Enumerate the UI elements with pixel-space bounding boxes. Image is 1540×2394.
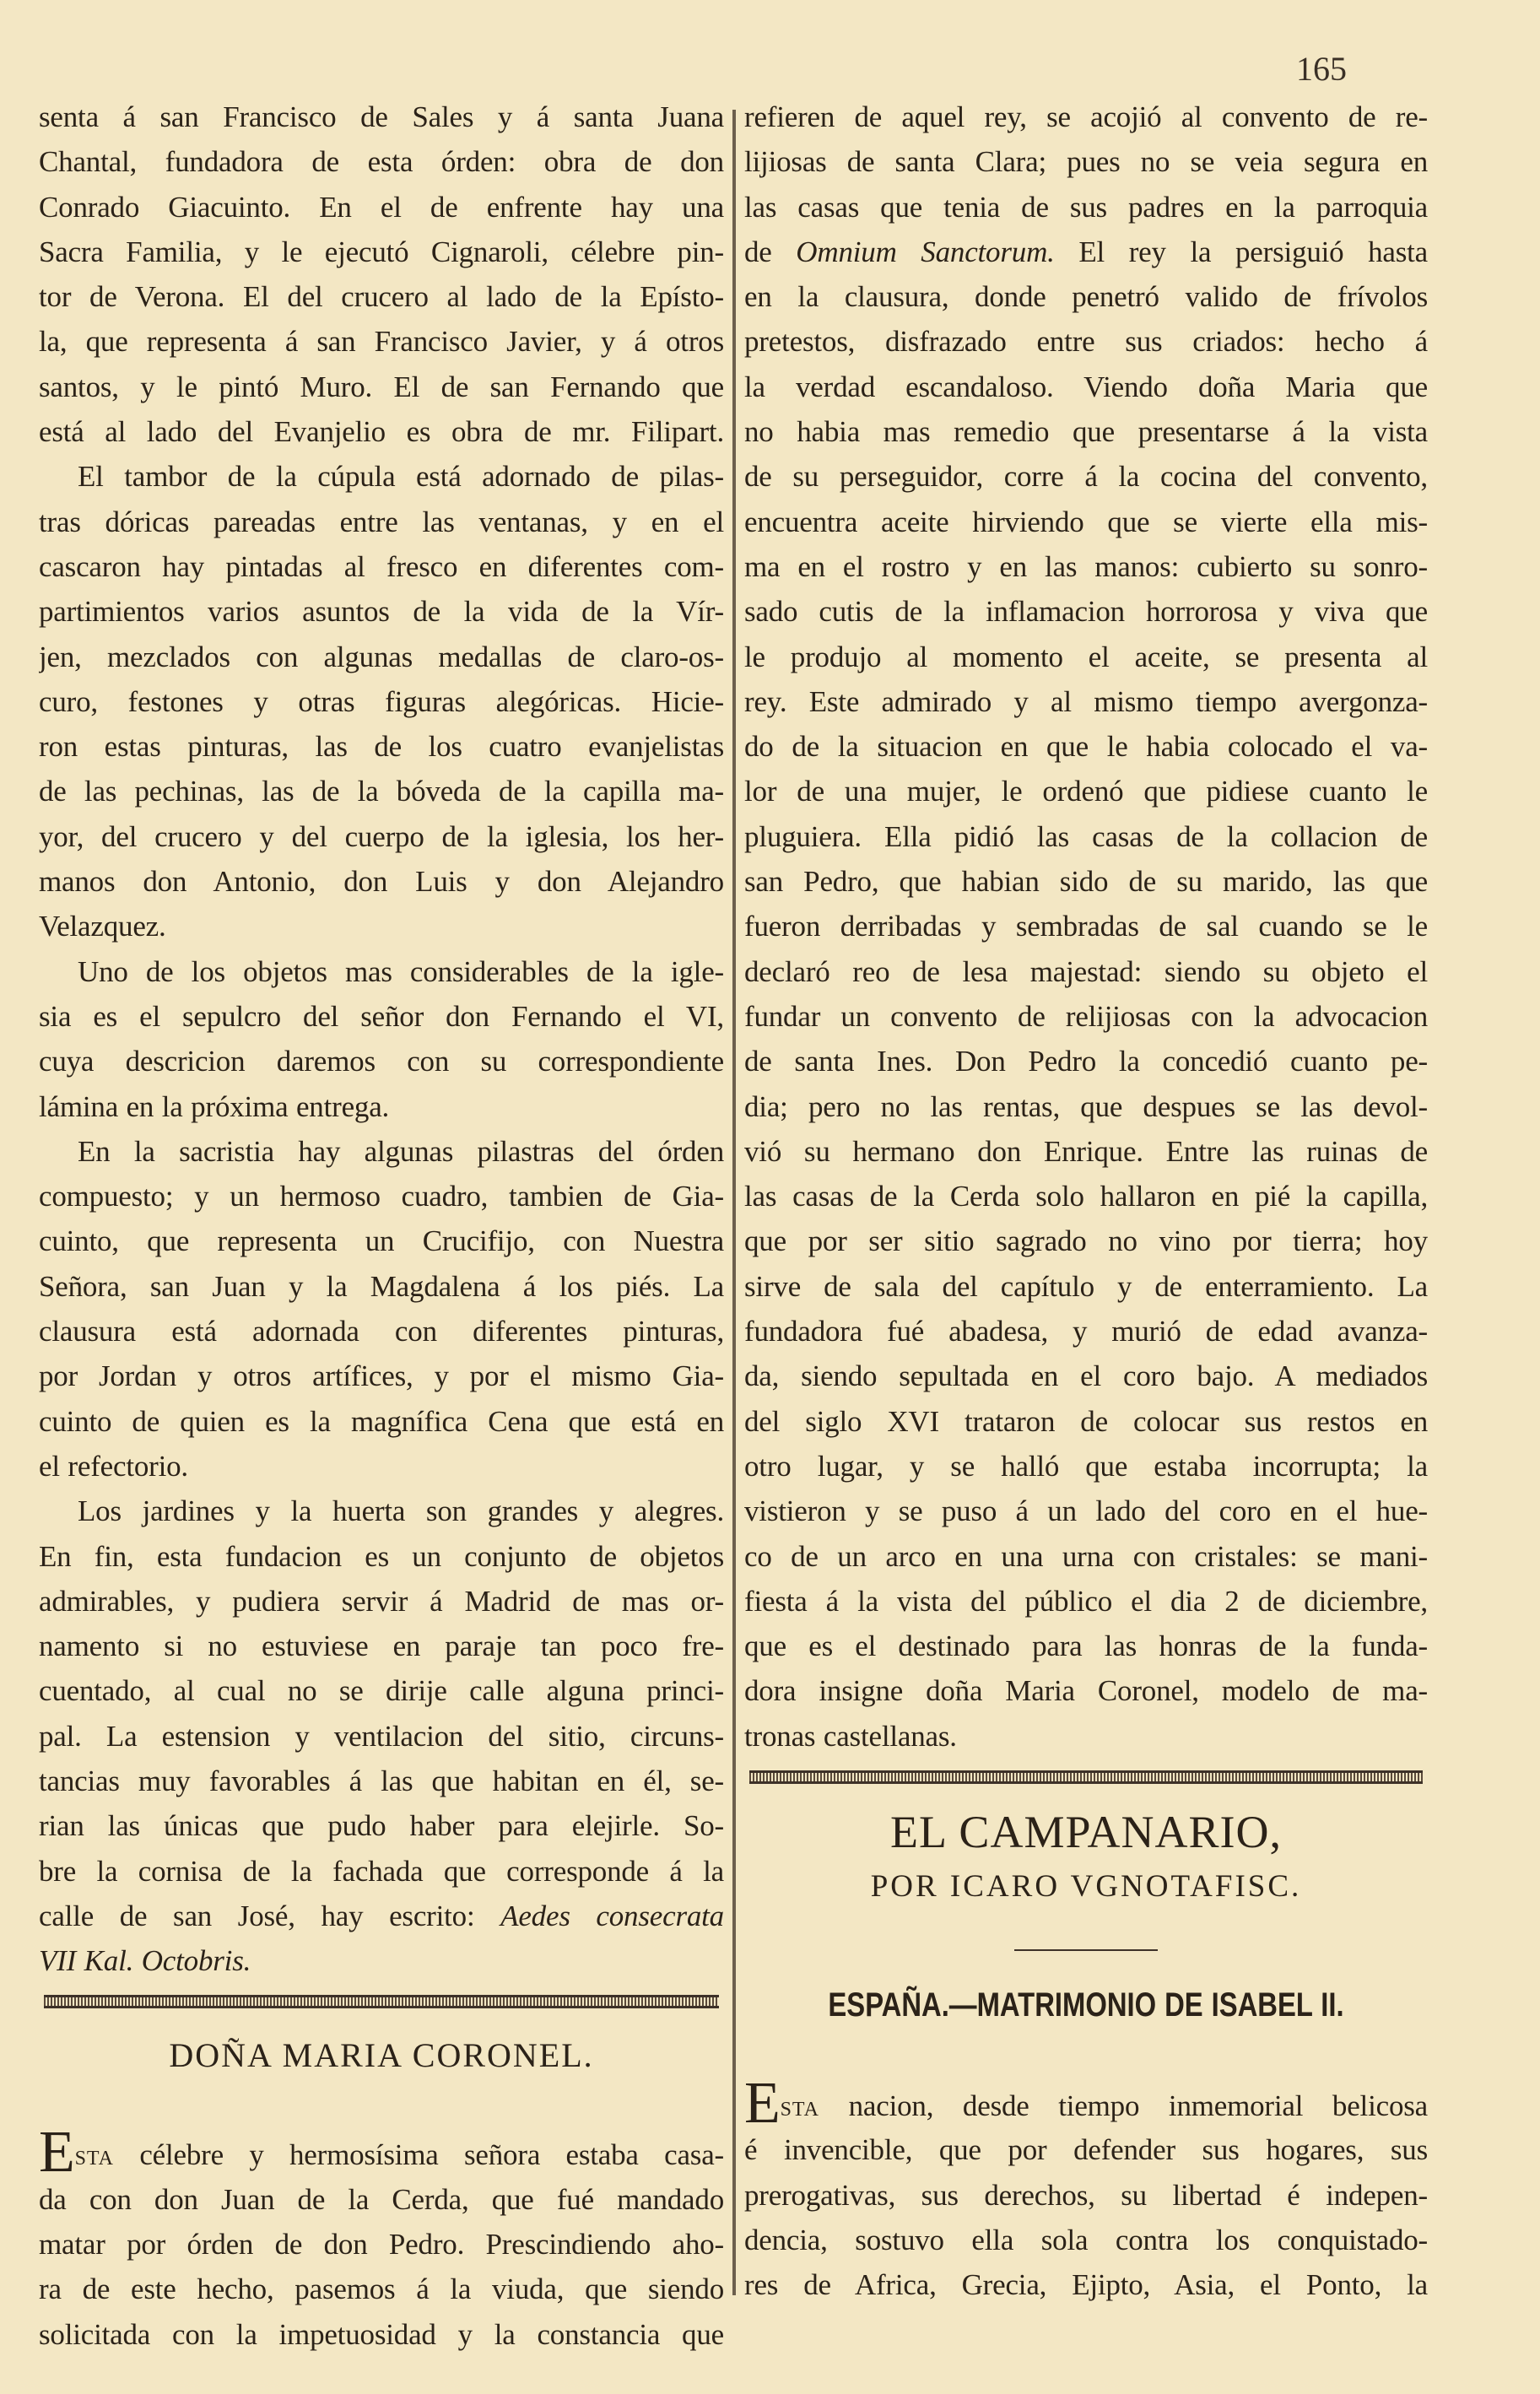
text-line: no habia mas remedio que presentarse á la vista — [744, 415, 1428, 449]
text-line: sirve de sala del capítulo y de enterramiento. La — [744, 1269, 1428, 1303]
text-line: cuya descricion daremos con su correspondiente — [39, 1045, 724, 1078]
text-line: Uno de los objetos mas considerables de la igle- — [78, 954, 724, 988]
text-line: pal. La estension y ventilacion del sitio, circuns- — [39, 1719, 724, 1753]
left-column — [39, 95, 724, 2373]
left-column-body — [39, 95, 724, 1894]
text-line: lámina en la próxima entrega. — [39, 1089, 390, 1123]
text-line: Velazquez. — [39, 910, 166, 943]
text-line: jen, mezclados con algunas medallas de claro-os- — [39, 640, 724, 673]
text-line: Los jardines y la huerta son grandes y alegres. — [78, 1494, 724, 1528]
text-line: santos, y le pintó Muro. El de san Fernando que — [39, 370, 724, 403]
text-line: la, que representa á san Francisco Javier, y á otros — [39, 325, 724, 359]
text-line: que por ser sitio sagrado no vino por tierra; hoy — [744, 1224, 1428, 1258]
text-line: rey. Este admirado y al mismo tiempo avergonza- — [744, 684, 1428, 718]
text-line: prerogativas, sus derechos, su libertad é indepen- — [744, 2178, 1428, 2212]
text-line: otro lugar, y se halló que estaba incorrupta; la — [744, 1449, 1428, 1483]
text-line: ra de este hecho, pasemos á la viuda, que siendo — [39, 2272, 724, 2306]
text-line: do de la situacion en que le habia colocado el va- — [744, 730, 1428, 764]
text-line: ESTA nacion, desde tiempo inmemorial belicosa — [744, 2083, 1428, 2127]
text-line: ma en el rostro y en las manos: cubierto su sonro- — [744, 549, 1428, 583]
italic-phrase: Aedes consecrata — [500, 1899, 724, 1932]
text-line: En fin, esta fundacion es un conjunto de objetos — [39, 1539, 724, 1573]
text-line: por Jordan y otros artífices, y por el mismo Gia- — [39, 1359, 724, 1393]
text-line: co de un arco en una urna con cristales: se mani- — [744, 1539, 1428, 1573]
text-line: de Omnium Sanctorum. El rey la persiguió hasta — [744, 235, 1428, 268]
section-subtitle: POR ICARO VGNOTAFISC. — [870, 1868, 1302, 1904]
text-line: partimientos varios asuntos de la vida de la Vír- — [39, 595, 724, 629]
text-line: cuinto de quien es la magnífica Cena que está en — [39, 1404, 724, 1438]
text-line: cuentado, al cual no se dirije calle alguna princi- — [39, 1674, 724, 1708]
text-line: tor de Verona. El del crucero al lado de la Epísto- — [39, 280, 724, 314]
text-line: vió su hermano don Enrique. Entre las ruinas de — [744, 1134, 1428, 1168]
page-number: 165 — [1296, 50, 1347, 88]
small-caps: STA — [74, 2148, 114, 2170]
text-line: sia es el sepulcro del señor don Fernando el VI, — [39, 999, 724, 1033]
text-line: tancias muy favorables á las que habitan en él, se- — [39, 1764, 724, 1797]
small-caps: STA — [780, 2098, 819, 2121]
text-line: dencia, sostuvo ella sola contra los conquistado- — [744, 2223, 1428, 2256]
text-line: res de Africa, Grecia, Ejipto, Asia, el Ponto, la — [744, 2268, 1428, 2302]
text-line: en la clausura, donde penetró valido de frívolos — [744, 280, 1428, 314]
text-line: el refectorio. — [39, 1449, 188, 1483]
section-body — [39, 2132, 724, 2356]
spacer — [39, 2081, 724, 2132]
text-line: tras dóricas pareadas entre las ventanas, y en el — [39, 505, 724, 538]
text-line: calle de san José, hay escrito: Aedes consecrata — [39, 1899, 724, 1932]
text-line: de santa Ines. Don Pedro la concedió cuanto pe- — [744, 1045, 1428, 1078]
text-line: las casas de la Cerda solo hallaron en pié la capilla, — [744, 1180, 1428, 1213]
section-title: DOÑA MARIA CORONEL. — [169, 2036, 594, 2075]
text-line: Conrado Giacuinto. En el de enfrente hay una — [39, 190, 724, 224]
text-line: lijiosas de santa Clara; pues no se veia segura en — [744, 145, 1428, 179]
right-column-body — [744, 274, 1428, 1759]
text-line: fueron derribadas y sembradas de sal cuando se le — [744, 910, 1428, 943]
text-line: la verdad escandaloso. Viendo doña Maria que — [744, 370, 1428, 403]
text-line: cuinto, que representa un Crucifijo, con Nuestra — [39, 1224, 724, 1258]
text-line: solicitada con la impetuosidad y la constancia que — [39, 2317, 724, 2351]
italic-phrase: VII Kal. Octobris. — [39, 1944, 251, 1978]
text-line: manos don Antonio, don Luis y don Alejandro — [39, 865, 724, 899]
section-title: EL CAMPANARIO, — [889, 1806, 1283, 1857]
text-line: senta á san Francisco de Sales y á santa Juana — [39, 100, 724, 133]
text-line: vistieron y se puso á un lado del coro en el hue- — [744, 1494, 1428, 1528]
text-line: ron estas pinturas, las de los cuatro evanjelistas — [39, 730, 724, 764]
short-rule — [1014, 1949, 1158, 1951]
text-line: namento si no estuviese en paraje tan poco fre- — [39, 1629, 724, 1663]
text-line: Señora, san Juan y la Magdalena á los piés. La — [39, 1269, 724, 1303]
text-line: El tambor de la cúpula está adornado de pilas- — [78, 460, 724, 494]
text-line: declaró reo de lesa majestad: siendo su objeto el — [744, 954, 1428, 988]
text-line: rian las únicas que pudo haber para elejirle. So- — [39, 1809, 724, 1843]
right-column-head — [744, 95, 1428, 230]
text-line: pluguiera. Ella pidió las casas de la collacion de — [744, 819, 1428, 853]
text-line: curo, festones y otras figuras alegóricas. Hicie- — [39, 684, 724, 718]
text-line: fundadora fué abadesa, y murió de edad avanza- — [744, 1315, 1428, 1348]
text-line: da con don Juan de la Cerda, que fué mandado — [39, 2182, 724, 2216]
text-line: está al lado del Evanjelio es obra de mr. Filipart. — [39, 415, 724, 449]
text-line: lor de una mujer, le ordenó que pidiese cuanto le — [744, 775, 1428, 808]
text-line: que es el destinado para las honras de la funda- — [744, 1629, 1428, 1663]
section-body — [744, 2083, 1428, 2307]
text-line: é invencible, que por defender sus hogares, sus — [744, 2133, 1428, 2167]
double-rule — [749, 1770, 1423, 1784]
text-line: fundar un convento de relijiosas con la advocacion — [744, 999, 1428, 1033]
text-line: clausura está adornada con diferentes pinturas, — [39, 1315, 724, 1348]
text-line: de las pechinas, las de la bóveda de la capilla ma- — [39, 775, 724, 808]
text-line: encuentra aceite hirviendo que se vierte ella mis- — [744, 505, 1428, 538]
text-line: ESTA célebre y hermosísima señora estaba casa- — [39, 2132, 724, 2176]
text-line: admirables, y pudiera servir á Madrid de mas or- — [39, 1584, 724, 1618]
column-divider — [732, 110, 736, 2295]
text-line: refieren de aquel rey, se acojió al convento de re- — [744, 100, 1428, 133]
text-line: dia; pero no las rentas, que despues se las devol- — [744, 1089, 1428, 1123]
text-line: tronas castellanas. — [744, 1719, 957, 1753]
text-line: sado cutis de la inflamacion horrorosa y viva que — [744, 595, 1428, 629]
text-line: yor, del crucero y del cuerpo de la iglesia, los her- — [39, 819, 724, 853]
text-line: san Pedro, que habian sido de su marido, las que — [744, 865, 1428, 899]
text-line: le produjo al momento el aceite, se presenta al — [744, 640, 1428, 673]
text-line: pretestos, disfrazado entre sus criados: hecho á — [744, 325, 1428, 359]
text-line: fiesta á la vista del público el dia 2 de diciembre, — [744, 1584, 1428, 1618]
text-line: Sacra Familia, y le ejecutó Cignaroli, célebre pin- — [39, 235, 724, 268]
text-line: Chantal, fundadora de esta órden: obra de don — [39, 145, 724, 179]
article-title: ESPAÑA.—MATRIMONIO DE ISABEL II. — [828, 1986, 1344, 2024]
text-line: del siglo XVI trataron de colocar sus restos en — [744, 1404, 1428, 1438]
text-line — [39, 1938, 724, 1983]
double-rule — [44, 1995, 719, 2008]
text-line: las casas que tenia de sus padres en la parroquia — [744, 190, 1428, 224]
text-line: matar por órden de don Pedro. Prescindiendo aho- — [39, 2228, 724, 2262]
text-line: bre la cornisa de la fachada que corresponde á la — [39, 1854, 724, 1888]
text-line: da, siendo sepultada en el coro bajo. A mediados — [744, 1359, 1428, 1393]
drop-cap: E — [744, 2082, 781, 2128]
text-line: En la sacristia hay algunas pilastras del órden — [78, 1134, 724, 1168]
drop-cap: E — [39, 2132, 75, 2177]
text-line: cascaron hay pintadas al fresco en diferentes com- — [39, 549, 724, 583]
text-line: compuesto; y un hermoso cuadro, tambien de Gia- — [39, 1180, 724, 1213]
text-line: de su perseguidor, corre á la cocina del convento, — [744, 460, 1428, 494]
text-line: dora insigne doña Maria Coronel, modelo de ma- — [744, 1674, 1428, 1708]
italic-phrase: Omnium Sanctorum. — [796, 235, 1055, 268]
right-column — [744, 95, 1428, 2373]
